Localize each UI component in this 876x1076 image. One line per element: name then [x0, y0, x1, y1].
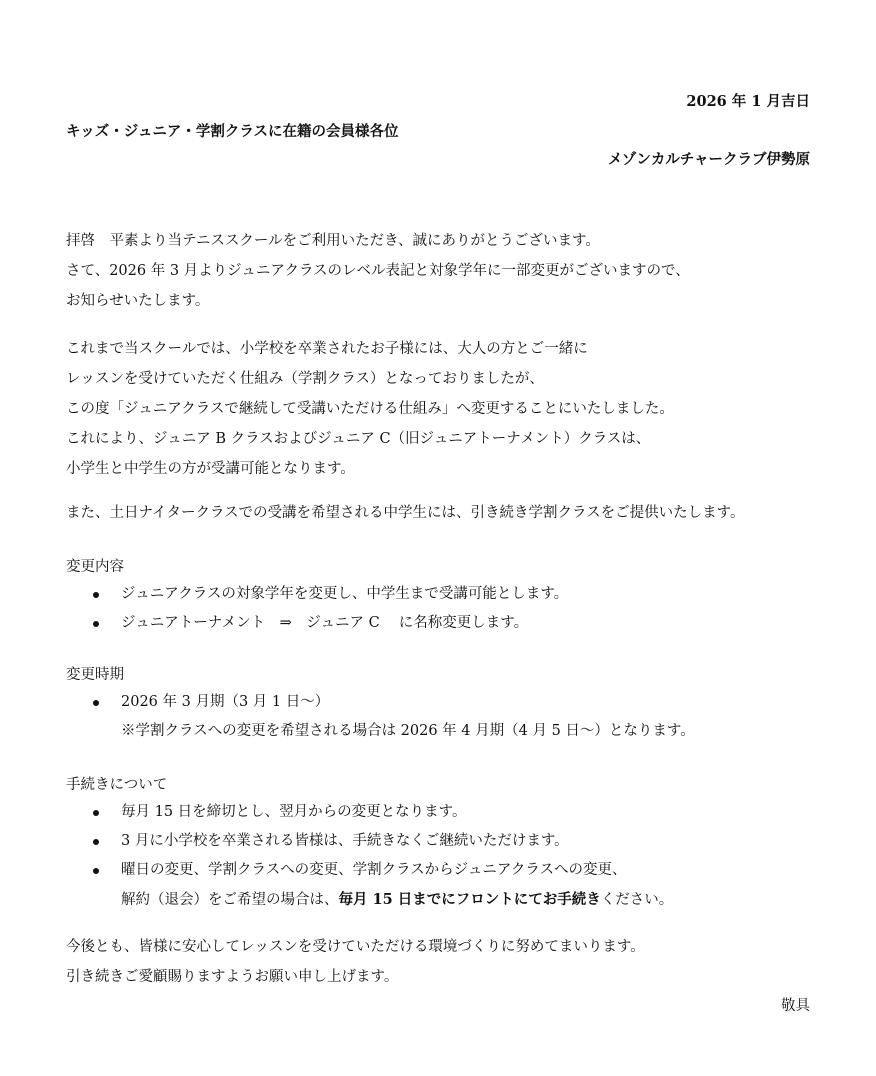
- list-item-text: ジュニアクラスの対象学年を変更し、中学生まで受講可能とします。: [121, 586, 569, 602]
- bullet-icon: [93, 868, 99, 874]
- intro-paragraph: [66, 226, 690, 316]
- changes-list: [66, 580, 568, 638]
- body-line: 小学生と中学生の方が受講可能となります。: [66, 461, 355, 477]
- letter-date: 2026 年 1 月吉日: [686, 93, 810, 110]
- intro-line: さて、2026 年 3 月よりジュニアクラスのレベル表記と対象学年に一部変更がございますので、: [66, 263, 690, 279]
- body-line: レッスンを受けていただく仕組み（学割クラス）となっておりましたが、: [66, 371, 544, 387]
- body-paragraph: [66, 334, 674, 484]
- closing-salutation: 敬具: [781, 998, 810, 1014]
- timing-heading: 変更時期: [66, 667, 124, 683]
- closing-line: 今後とも、皆様に安心してレッスンを受けていただける環境づくりに努めてまいります。: [66, 939, 645, 955]
- bullet-icon: [93, 700, 99, 706]
- list-item-text: 2026 年 3 月期（3 月 1 日～）: [121, 694, 330, 710]
- list-item: [66, 856, 673, 915]
- bullet-icon: [93, 621, 99, 627]
- list-item: [66, 827, 673, 856]
- body-line: これにより、ジュニア B クラスおよびジュニア C（旧ジュニアトーナメント）クラスは、: [66, 431, 651, 447]
- list-item: [66, 798, 673, 827]
- bullet-icon: [93, 839, 99, 845]
- bullet-icon: [93, 810, 99, 816]
- intro-line: 拝啓 平素より当テニススクールをご利用いただき、誠にありがとうございます。: [66, 233, 600, 249]
- deadline-emphasis: 毎月 15 日までにフロントにてお手続き: [338, 891, 601, 908]
- closing-paragraph: [66, 932, 645, 992]
- bullet-icon: [93, 592, 99, 598]
- list-item-text: 毎月 15 日を締切とし、翌月からの変更となります。: [121, 804, 467, 820]
- list-item-text-pre: 解約（退会）をご希望の場合は、: [121, 892, 339, 908]
- list-item-text: ジュニアトーナメント ⇒ ジュニア C に名称変更します。: [121, 615, 529, 631]
- list-item: [66, 609, 568, 638]
- intro-line: お知らせいたします。: [66, 293, 210, 309]
- changes-heading: 変更内容: [66, 559, 124, 575]
- list-item: [66, 688, 695, 746]
- sender-name: メゾンカルチャークラブ伊勢原: [607, 151, 810, 168]
- procedure-list: [66, 798, 673, 915]
- list-item-note: ※学割クラスへの変更を希望される場合は 2026 年 4 月期（4 月 5 日～）となります。: [121, 723, 695, 739]
- closing-line: 引き続きご愛顧賜りますようお願い申し上げます。: [66, 969, 399, 985]
- list-item-text: 曜日の変更、学割クラスへの変更、学割クラスからジュニアクラスへの変更、: [121, 862, 627, 878]
- list-item-text-post: ください。: [600, 892, 674, 908]
- list-item: [66, 580, 568, 609]
- timing-list: [66, 688, 695, 746]
- note-paragraph: [66, 498, 744, 528]
- recipient-line: キッズ・ジュニア・学割クラスに在籍の会員様各位: [66, 123, 399, 140]
- list-item-text: [121, 885, 673, 915]
- body-line: この度「ジュニアクラスで継続して受講いただける仕組み」へ変更することにいたしました。: [66, 401, 674, 417]
- procedure-heading: 手続きについて: [66, 777, 168, 793]
- list-item-text: 3 月に小学校を卒業される皆様は、手続きなくご継続いただけます。: [121, 833, 569, 849]
- note-line: また、土日ナイタークラスでの受講を希望される中学生には、引き続き学割クラスをご提供いたします。: [66, 505, 745, 521]
- body-line: これまで当スクールでは、小学校を卒業されたお子様には、大人の方とご一緒に: [66, 341, 588, 357]
